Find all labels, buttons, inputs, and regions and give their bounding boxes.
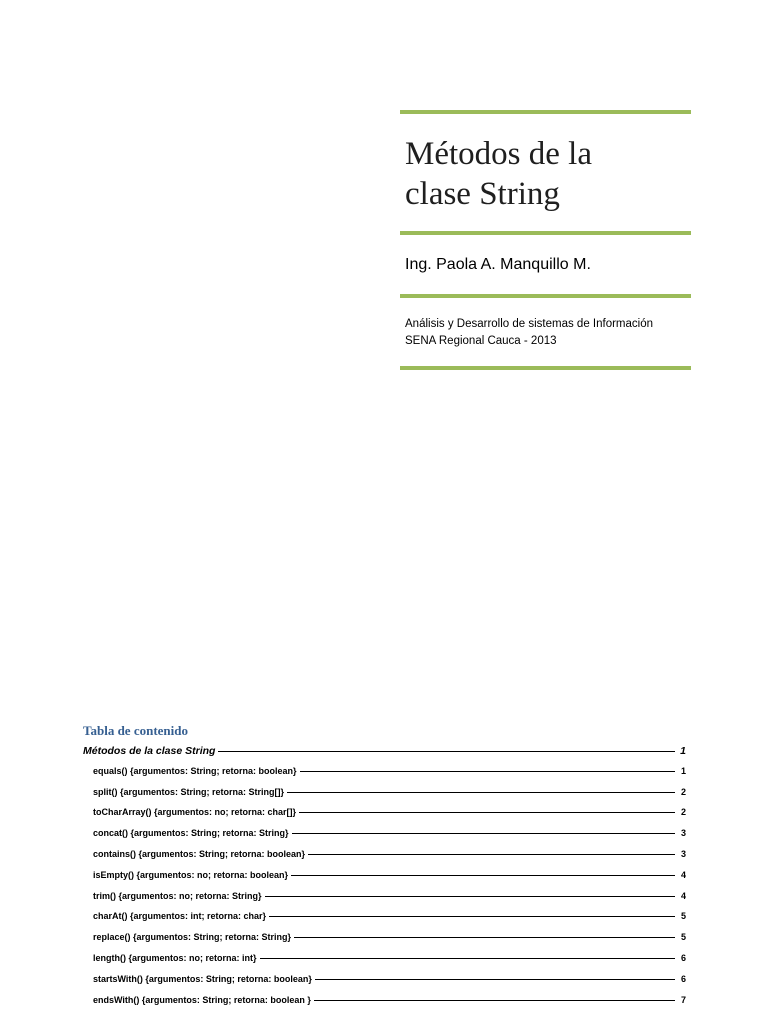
toc-entry-page: 3 xyxy=(680,828,686,839)
toc-entry-page: 4 xyxy=(680,869,686,880)
program-name: Análisis y Desarrollo de sistemas de Información xyxy=(405,318,653,330)
toc-entry-label: Métodos de la clase String xyxy=(83,745,216,757)
toc-entry-label: toCharArray() {argumentos: no; retorna: char[]} xyxy=(93,807,297,818)
toc-leader-line xyxy=(287,792,675,793)
toc-entry-label: concat() {argumentos: String; retorna: String} xyxy=(93,828,289,839)
toc-entry-page: 7 xyxy=(680,994,686,1005)
toc-entry-label: split() {argumentos: String; retorna: String[]} xyxy=(93,786,284,797)
toc-leader-line xyxy=(269,916,675,917)
toc-entry-page: 1 xyxy=(680,745,686,757)
toc-entry[interactable] xyxy=(83,891,686,912)
toc-entry-label: isEmpty() {argumentos: no; retorna: boolean} xyxy=(93,869,289,880)
toc-entry[interactable] xyxy=(83,849,686,870)
toc-entry-page: 6 xyxy=(680,973,686,984)
toc-entry[interactable] xyxy=(83,807,686,828)
toc-entry[interactable] xyxy=(83,766,686,787)
divider-rule-1 xyxy=(400,110,691,114)
toc-entry[interactable] xyxy=(83,870,686,891)
institution-name: SENA Regional Cauca - 2013 xyxy=(405,335,557,347)
toc-entry-page: 6 xyxy=(680,952,686,963)
organization-block xyxy=(405,316,653,350)
toc-entry-label: trim() {argumentos: no; retorna: String} xyxy=(93,890,262,901)
toc-entry[interactable] xyxy=(83,974,686,995)
toc-entry[interactable] xyxy=(83,745,686,766)
toc-leader-line xyxy=(308,854,675,855)
toc-leader-line xyxy=(294,937,675,938)
divider-rule-3 xyxy=(400,294,691,298)
toc-entry-label: endsWith() {argumentos: String; retorna: boolean } xyxy=(93,994,311,1005)
toc-leader-line xyxy=(291,875,675,876)
toc-entry-page: 2 xyxy=(680,786,686,797)
toc-entry-page: 1 xyxy=(680,765,686,776)
toc-leader-line xyxy=(314,1000,675,1001)
toc-entry[interactable] xyxy=(83,911,686,932)
toc-leader-line xyxy=(299,812,675,813)
toc-entry-page: 5 xyxy=(680,911,686,922)
divider-rule-4 xyxy=(400,366,691,370)
toc-entry[interactable] xyxy=(83,953,686,974)
toc-entry-page: 5 xyxy=(680,932,686,943)
table-of-contents xyxy=(83,745,686,1015)
toc-leader-line xyxy=(315,979,675,980)
title-line-1: Métodos de la xyxy=(405,136,592,172)
toc-entry-page: 4 xyxy=(680,890,686,901)
toc-entry-page: 2 xyxy=(680,807,686,818)
toc-leader-line xyxy=(260,958,676,959)
title-line-2: clase String xyxy=(405,176,560,212)
toc-entry-label: equals() {argumentos: String; retorna: boolean} xyxy=(93,765,297,776)
toc-entry-label: length() {argumentos: no; retorna: int} xyxy=(93,952,257,963)
toc-entry[interactable] xyxy=(83,932,686,953)
toc-entry-label: contains() {argumentos: String; retorna: boolean} xyxy=(93,848,306,859)
author-name: Ing. Paola A. Manquillo M. xyxy=(405,256,591,273)
toc-entry[interactable] xyxy=(83,828,686,849)
toc-heading: Tabla de contenido xyxy=(83,723,188,738)
toc-entry[interactable] xyxy=(83,995,686,1016)
toc-entry-page: 3 xyxy=(680,848,686,859)
document-title xyxy=(405,134,695,214)
toc-leader-line xyxy=(265,896,675,897)
divider-rule-2 xyxy=(400,231,691,235)
toc-entry-label: replace() {argumentos: String; retorna: String} xyxy=(93,932,292,943)
toc-entry[interactable] xyxy=(83,787,686,808)
toc-leader-line xyxy=(300,771,675,772)
toc-leader-line xyxy=(218,751,675,752)
toc-entry-label: charAt() {argumentos: int; retorna: char} xyxy=(93,911,267,922)
toc-leader-line xyxy=(292,833,675,834)
toc-entry-label: startsWith() {argumentos: String; retorna: boolean} xyxy=(93,973,312,984)
